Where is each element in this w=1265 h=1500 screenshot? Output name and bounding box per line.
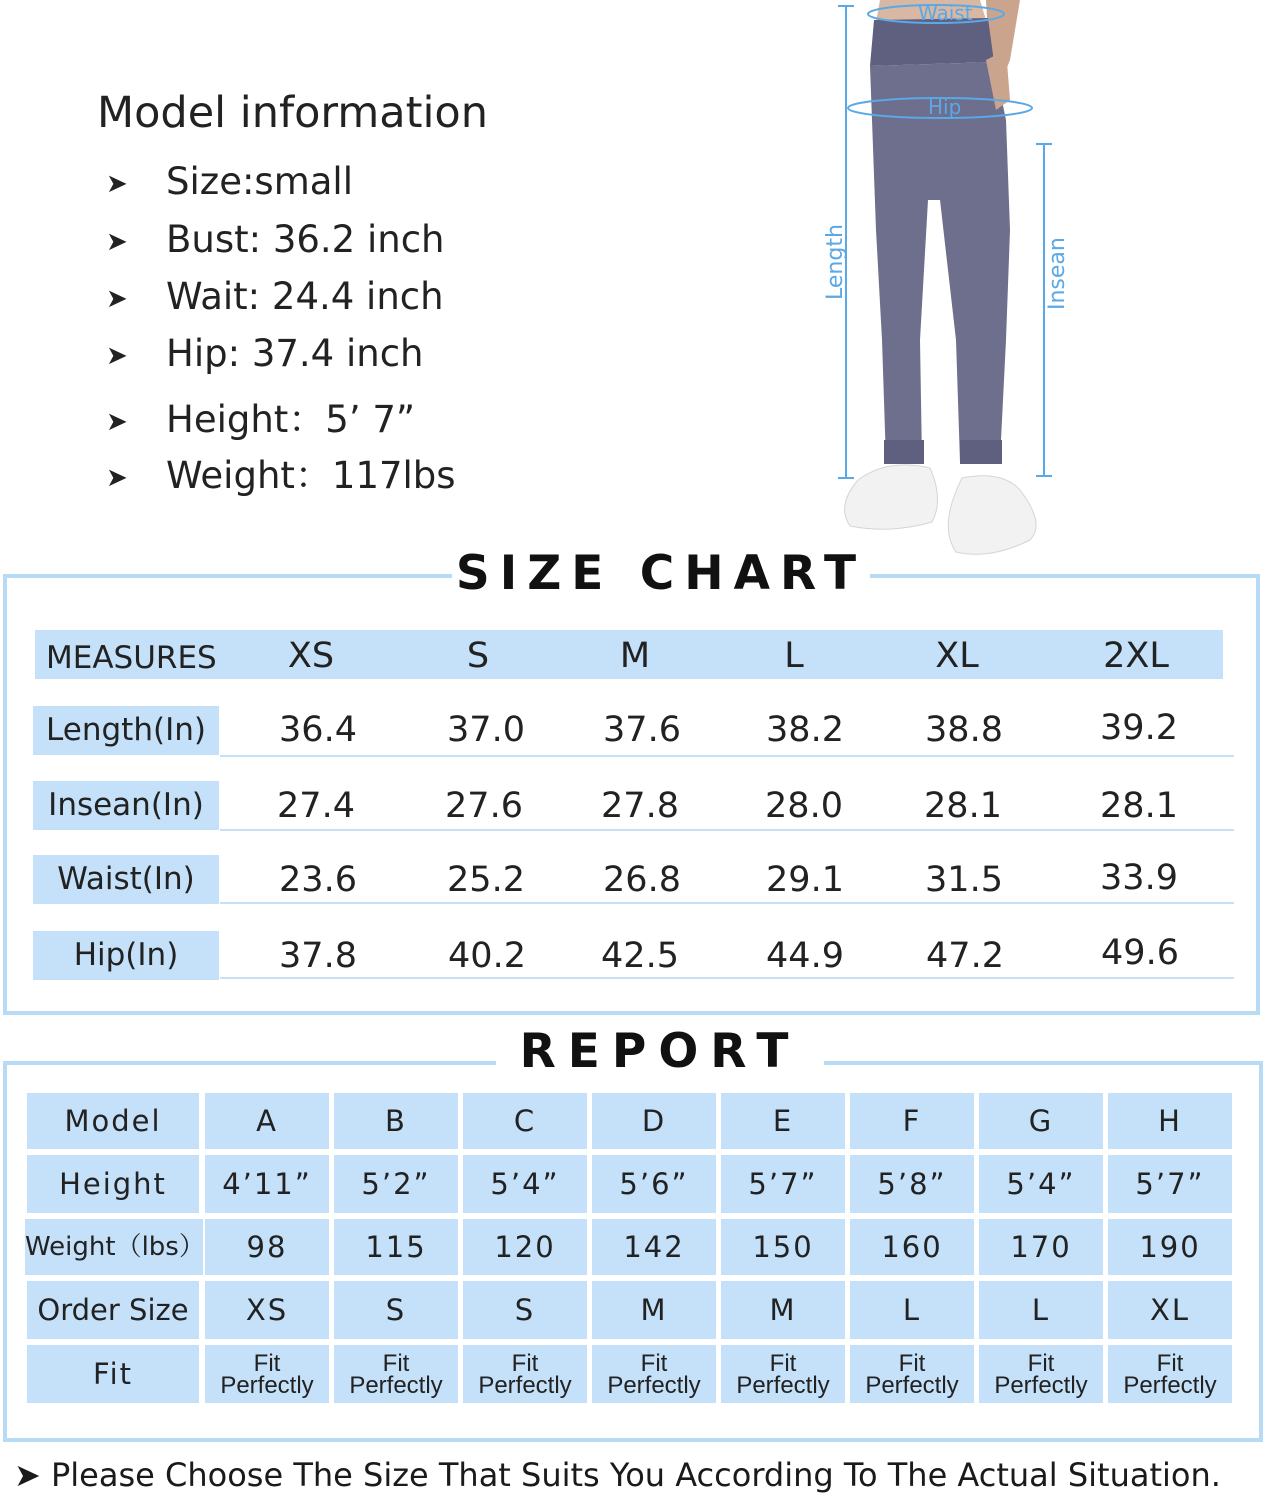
fit-line-2: Perfectly: [220, 1372, 314, 1399]
fit-line-2: Perfectly: [736, 1372, 830, 1399]
report-weight-cell: 98: [205, 1219, 329, 1275]
footer-text: Please Choose The Size That Suits You According To The Actual Situation.: [50, 1456, 1221, 1494]
report-height-cell: 5’6”: [592, 1155, 716, 1213]
report-height-cell: 5’7”: [1108, 1155, 1232, 1213]
report-fit-cell: [1108, 1345, 1232, 1403]
size-chart-cell: 36.4: [279, 710, 357, 750]
model-info-item: ➤ Hip: 37.4 inch: [106, 332, 424, 375]
report-order-size-cell: L: [850, 1281, 974, 1339]
row-divider: [220, 902, 1234, 904]
fit-line-1: Fit: [253, 1350, 281, 1377]
size-chart-cell: 28.1: [924, 786, 1002, 826]
report-model-cell: B: [334, 1093, 458, 1149]
footer-note: [14, 1456, 1221, 1494]
size-chart-header-measures: MEASURES: [46, 640, 217, 676]
report-weight-cell: 160: [850, 1219, 974, 1275]
report-fit-cell: [721, 1345, 845, 1403]
size-chart-row-label-length: Length(In): [33, 706, 219, 755]
model-info-item: ➤ Bust: 36.2 inch: [106, 218, 445, 261]
length-label: Length: [823, 224, 848, 300]
arrow-bullet-icon: ➤: [106, 462, 128, 493]
arrow-bullet-icon: ➤: [14, 1456, 41, 1494]
report-height-cell: 5’4”: [979, 1155, 1103, 1213]
size-chart-cell: 27.8: [601, 786, 679, 826]
size-chart-cell: 33.9: [1100, 858, 1178, 898]
model-info-item: ➤ Size:small: [106, 160, 353, 203]
report-model-cell: D: [592, 1093, 716, 1149]
report-fit-cell: [979, 1345, 1103, 1403]
size-chart-cell: 38.2: [766, 710, 844, 750]
report-weight-cell: 115: [334, 1219, 458, 1275]
size-chart-cell: 42.5: [601, 936, 679, 976]
report-height-cell: 5’7”: [721, 1155, 845, 1213]
size-chart-cell: 31.5: [925, 860, 1003, 900]
insean-label: Insean: [1045, 237, 1070, 310]
report-fit-label: Fit: [27, 1345, 199, 1403]
size-chart-header-xs: XS: [287, 636, 335, 676]
report-weight-cell: 170: [979, 1219, 1103, 1275]
size-chart-cell: 49.6: [1101, 933, 1179, 973]
report-order-size-cell: S: [334, 1281, 458, 1339]
report-height-label: Height: [27, 1155, 199, 1213]
arrow-bullet-icon: ➤: [106, 226, 128, 257]
fit-line-1: Fit: [511, 1350, 539, 1377]
pants-illustration: [845, 0, 1037, 554]
size-chart-header-l: L: [784, 636, 804, 676]
report-height-cell: 5’8”: [850, 1155, 974, 1213]
report-order-size-cell: XL: [1108, 1281, 1232, 1339]
size-chart-cell: 38.8: [925, 710, 1003, 750]
fit-line-1: Fit: [1156, 1350, 1184, 1377]
report-fit-cell: [592, 1345, 716, 1403]
arrow-bullet-icon: ➤: [106, 168, 128, 199]
report-model-cell: A: [205, 1093, 329, 1149]
fit-line-1: Fit: [640, 1350, 668, 1377]
row-divider: [220, 829, 1234, 831]
waist-label: Waist: [918, 1, 973, 25]
report-model-label: Model: [27, 1093, 199, 1149]
size-chart-row-label-insean: Insean(In): [33, 781, 219, 830]
fit-line-1: Fit: [769, 1350, 797, 1377]
model-info-item: ➤ Height：5’ 7”: [106, 398, 416, 441]
size-chart-header-m: M: [619, 636, 651, 676]
report-order-size-cell: M: [721, 1281, 845, 1339]
arrow-bullet-icon: ➤: [106, 340, 128, 371]
arrow-bullet-icon: ➤: [106, 406, 128, 437]
report-weight-cell: 120: [463, 1219, 587, 1275]
size-chart-cell: 26.8: [603, 860, 681, 900]
row-divider: [220, 755, 1234, 757]
report-model-cell: G: [979, 1093, 1103, 1149]
size-chart-header-xl: XL: [935, 636, 979, 676]
report-height-cell: 5’4”: [463, 1155, 587, 1213]
report-model-cell: C: [463, 1093, 587, 1149]
size-chart-cell: 37.0: [447, 710, 525, 750]
size-chart-cell: 28.1: [1100, 786, 1178, 826]
report-fit-cell: [850, 1345, 974, 1403]
report-height-cell: 5’2”: [334, 1155, 458, 1213]
size-chart-cell: 40.2: [448, 936, 526, 976]
model-info-item: ➤ Wait: 24.4 inch: [106, 275, 444, 318]
size-chart-row-label-waist: Waist(In): [33, 855, 219, 904]
fit-line-2: Perfectly: [478, 1372, 572, 1399]
fit-line-2: Perfectly: [1123, 1372, 1217, 1399]
report-order-size-label: Order Size: [27, 1281, 199, 1339]
row-divider: [220, 977, 1234, 979]
size-chart-cell: 23.6: [279, 860, 357, 900]
report-fit-cell: [205, 1345, 329, 1403]
report-model-cell: F: [850, 1093, 974, 1149]
size-chart-title: SIZE CHART: [452, 546, 870, 602]
report-fit-cell: [334, 1345, 458, 1403]
size-chart-cell: 39.2: [1100, 708, 1178, 748]
size-chart-row-label-hip: Hip(In): [33, 931, 219, 980]
fit-line-2: Perfectly: [349, 1372, 443, 1399]
hip-label: Hip: [928, 95, 962, 119]
report-weight-label: Weight（lbs）: [25, 1219, 203, 1275]
size-chart-header-2xl: 2XL: [1103, 636, 1169, 676]
arrow-bullet-icon: ➤: [106, 283, 128, 314]
fit-line-2: Perfectly: [607, 1372, 701, 1399]
size-chart-cell: 47.2: [926, 936, 1004, 976]
model-info-title: Model information: [97, 88, 488, 138]
fit-line-1: Fit: [898, 1350, 926, 1377]
size-chart-cell: 29.1: [766, 860, 844, 900]
size-chart-cell: 27.4: [277, 786, 355, 826]
fit-line-2: Perfectly: [994, 1372, 1088, 1399]
size-chart-cell: 28.0: [765, 786, 843, 826]
size-chart-cell: 25.2: [447, 860, 525, 900]
fit-line-2: Perfectly: [865, 1372, 959, 1399]
report-order-size-cell: L: [979, 1281, 1103, 1339]
report-weight-cell: 150: [721, 1219, 845, 1275]
report-height-cell: 4’11”: [205, 1155, 329, 1213]
size-chart-cell: 27.6: [445, 786, 523, 826]
size-chart-cell: 37.8: [279, 936, 357, 976]
model-info-item: ➤ Weight：117lbs: [106, 454, 456, 497]
report-model-cell: H: [1108, 1093, 1232, 1149]
fit-line-1: Fit: [1027, 1350, 1055, 1377]
report-order-size-cell: M: [592, 1281, 716, 1339]
report-title: REPORT: [496, 1024, 824, 1080]
report-model-cell: E: [721, 1093, 845, 1149]
size-chart-cell: 37.6: [603, 710, 681, 750]
report-weight-cell: 142: [592, 1219, 716, 1275]
report-order-size-cell: XS: [205, 1281, 329, 1339]
pants-measurement-figure: [810, 0, 1070, 560]
size-chart-header-s: S: [466, 636, 490, 676]
report-fit-cell: [463, 1345, 587, 1403]
report-order-size-cell: S: [463, 1281, 587, 1339]
report-weight-cell: 190: [1108, 1219, 1232, 1275]
fit-line-1: Fit: [382, 1350, 410, 1377]
size-chart-cell: 44.9: [766, 936, 844, 976]
